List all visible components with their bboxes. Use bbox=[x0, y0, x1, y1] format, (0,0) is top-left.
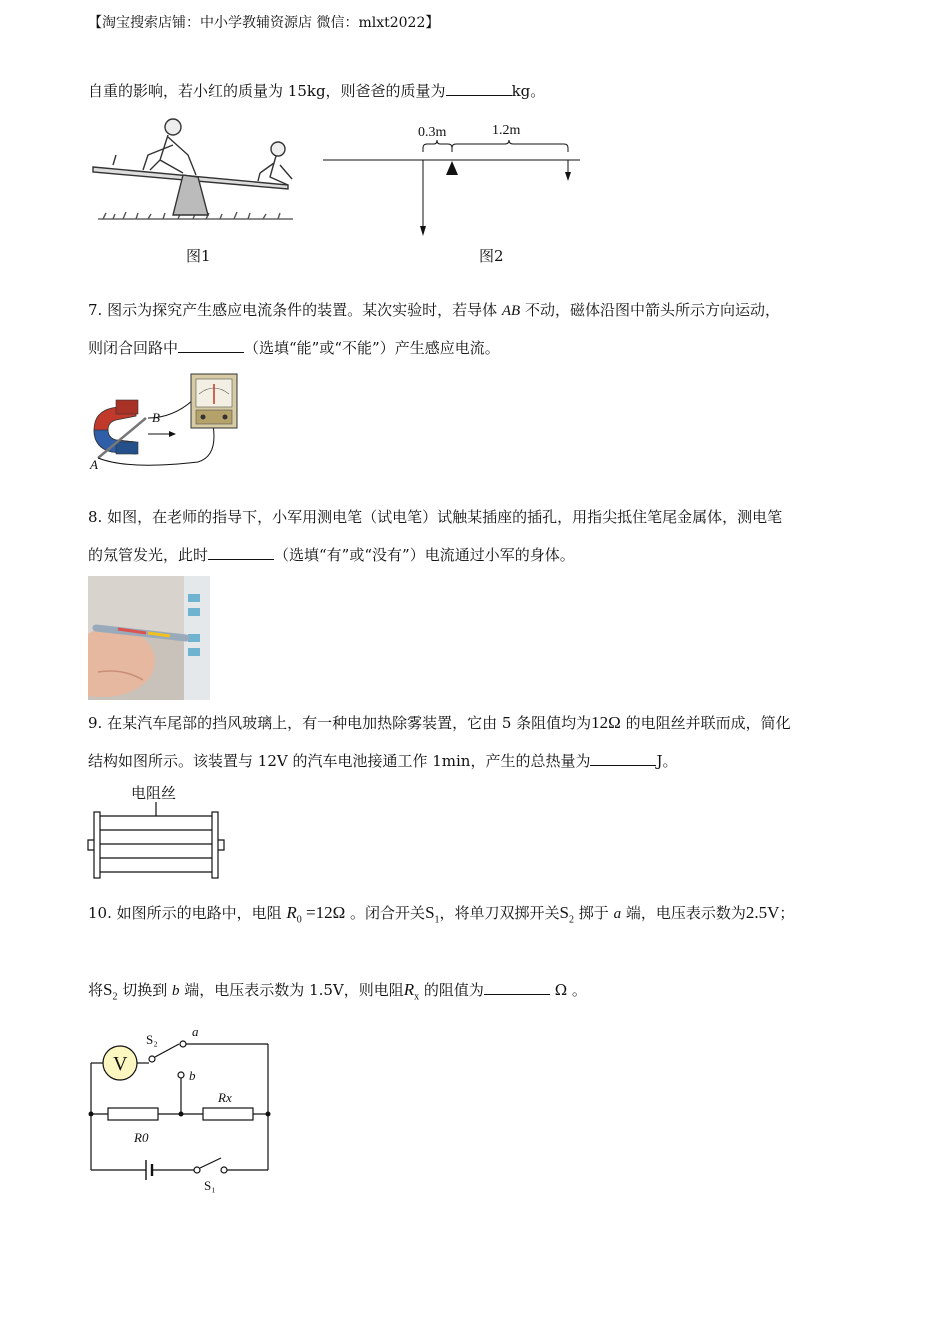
r0-eq: =12Ω bbox=[301, 903, 346, 922]
q8-answer-blank[interactable] bbox=[208, 545, 274, 560]
q8-l2-post: （选填“有”或“没有”）电流通过小军的身体。 bbox=[274, 546, 575, 564]
b-label: b bbox=[189, 1068, 196, 1083]
q7-var-ab: AB bbox=[501, 303, 521, 319]
rx-main: R bbox=[403, 980, 415, 999]
q9-l1-pre: 9. 在某汽车尾部的挡风玻璃上，有一种电加热除雾装置，它由 5 条阻值均为 bbox=[88, 714, 592, 732]
page-header: 【淘宝搜索店铺：中小学教辅资源店 微信：mlxt2022】 bbox=[88, 15, 440, 31]
s2-blade bbox=[155, 1044, 179, 1057]
q6-unit: kg。 bbox=[511, 82, 546, 100]
q10-l1-a: 10. 如图所示的电路中，电阻 bbox=[88, 904, 287, 922]
var-s1 bbox=[425, 903, 440, 926]
q10-l2-b: 切换到 bbox=[117, 981, 173, 999]
a-label: a bbox=[192, 1024, 199, 1039]
q6-answer-blank[interactable] bbox=[446, 81, 512, 96]
q9-answer-blank[interactable] bbox=[590, 751, 656, 766]
q9-resistance-value: 12Ω bbox=[591, 713, 621, 732]
s2b-sub: 2 bbox=[112, 991, 118, 1003]
s2-label: S₂ bbox=[146, 1032, 158, 1047]
s1-label: S₁ bbox=[204, 1178, 216, 1193]
q10-l2-e: Ω 。 bbox=[549, 981, 587, 999]
q6-tail-text: 自重的影响，若小红的质量为 15kg，则爸爸的质量为 bbox=[88, 82, 446, 100]
lever-diagram bbox=[320, 118, 590, 243]
junction-left bbox=[89, 1112, 94, 1117]
q10-l1-d: 掷于 bbox=[574, 904, 614, 922]
s1-sub: 1 bbox=[434, 914, 440, 926]
var-b: b bbox=[172, 983, 180, 999]
motion-arrow bbox=[169, 431, 176, 437]
resistor-rx bbox=[203, 1108, 253, 1120]
fulcrum-triangle bbox=[446, 161, 458, 175]
voltage-value: 2.5V bbox=[745, 903, 780, 922]
q10-answer-blank[interactable] bbox=[484, 980, 550, 995]
var-s2b bbox=[103, 980, 118, 1003]
q8-l2-pre: 的氖管发光，此时 bbox=[88, 546, 209, 564]
s1-main: S bbox=[425, 903, 435, 922]
rx-sub: x bbox=[414, 991, 420, 1003]
terminal-b bbox=[178, 1072, 184, 1078]
var-r0 bbox=[286, 903, 346, 926]
q7-l2-post: （选填“能”或“不能”）产生感应电流。 bbox=[244, 339, 500, 357]
fig1-caption: 图1 bbox=[186, 247, 211, 265]
circuit-diagram bbox=[86, 1020, 286, 1198]
r0-label: R0 bbox=[134, 1130, 149, 1145]
q10-l2-d: 的阻值为 bbox=[419, 981, 484, 999]
induction-apparatus bbox=[88, 370, 248, 474]
q9-l1-post: 的电阻丝并联而成，简化 bbox=[620, 714, 791, 732]
s1-blade bbox=[200, 1158, 221, 1168]
q10-l1-c: ，将单刀双掷开关 bbox=[439, 904, 560, 922]
q9-l2-pre: 结构如图所示。该装置与 12V 的汽车电池接通工作 1min，产生的总热量为 bbox=[88, 752, 591, 770]
resistor-r0 bbox=[108, 1108, 158, 1120]
q10-l2-a: 将 bbox=[88, 981, 104, 999]
s2-sub: 2 bbox=[569, 914, 575, 926]
rx-label: Rx bbox=[218, 1090, 232, 1105]
q9-l2-post: J。 bbox=[656, 752, 678, 770]
junction-right bbox=[266, 1112, 271, 1117]
terminal-a bbox=[180, 1041, 186, 1047]
q10-l1-e: 端，电压表示数为 bbox=[621, 904, 746, 922]
r0-sub: 0 bbox=[296, 914, 302, 926]
right-force-arrow bbox=[565, 172, 571, 181]
label-b: B bbox=[152, 410, 160, 425]
q8-text-line1: 8. 如图，在老师的指导下，小军用测电笔（试电笔）试触某插座的插孔，用指尖抵住笔尾金属体，测电笔 bbox=[88, 508, 783, 526]
q10-l1-f: ； bbox=[779, 904, 795, 922]
voltmeter-label: V bbox=[113, 1053, 128, 1075]
var-s2 bbox=[559, 903, 575, 926]
r0-main: R bbox=[286, 903, 297, 922]
q10-l2-c: 端，电压表示数为 1.5V，则电阻 bbox=[179, 981, 404, 999]
q6-text-line bbox=[88, 81, 545, 101]
test-pen-photo bbox=[88, 576, 210, 700]
q9-text-line2 bbox=[88, 751, 677, 771]
seesaw-illustration bbox=[88, 115, 308, 233]
q7-l1-post: 不动，磁体沿图中箭头所示方向运动， bbox=[520, 301, 780, 319]
q10-text-line1 bbox=[88, 903, 794, 930]
q8-text-line2 bbox=[88, 545, 575, 565]
resistance-wire-label: 电阻丝 bbox=[131, 784, 177, 802]
var-rx bbox=[403, 980, 420, 1003]
label-a: A bbox=[90, 457, 98, 472]
lever-length-left: 0.3m bbox=[418, 125, 447, 140]
q7-text-line2 bbox=[88, 338, 500, 358]
q10-l1-b: 。闭合开关 bbox=[345, 904, 426, 922]
fig2-caption: 图2 bbox=[479, 247, 504, 265]
q7-answer-blank[interactable] bbox=[178, 338, 244, 353]
left-force-arrow bbox=[420, 226, 426, 236]
s2-main: S bbox=[559, 903, 570, 922]
q7-l1-pre: 7. 图示为探究产生感应电流条件的装置。某次实验时，若导体 bbox=[88, 301, 502, 319]
s2b-main: S bbox=[103, 980, 113, 999]
q9-text-line1 bbox=[88, 713, 791, 733]
defogger-diagram bbox=[86, 800, 226, 884]
var-a: a bbox=[613, 906, 622, 922]
q10-text-line2 bbox=[88, 980, 587, 1007]
junction-mid bbox=[179, 1112, 184, 1117]
q7-l2-pre: 则闭合回路中 bbox=[88, 339, 179, 357]
q7-text-line1 bbox=[88, 300, 780, 321]
lever-length-right: 1.2m bbox=[492, 123, 521, 138]
